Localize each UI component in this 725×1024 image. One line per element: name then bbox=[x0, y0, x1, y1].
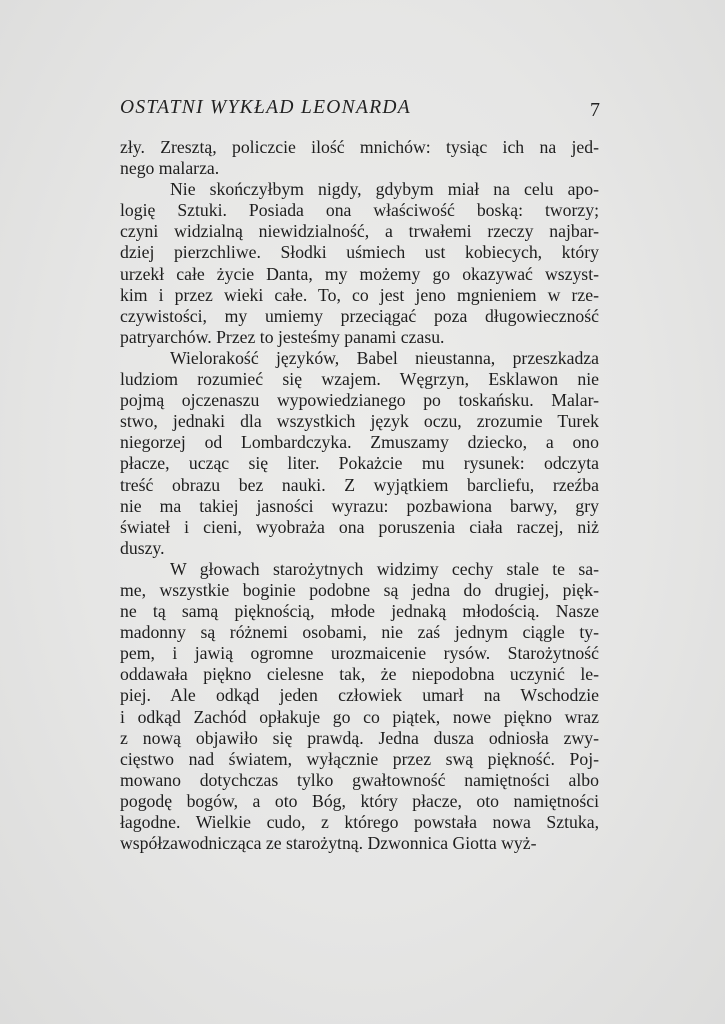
running-title: OSTATNI WYKŁAD LEONARDA bbox=[120, 97, 412, 118]
text-line: oddawała piękno cielesne tak, że niepodobna uczynić le- bbox=[120, 664, 599, 685]
paragraph bbox=[120, 137, 599, 179]
paragraph bbox=[120, 348, 599, 559]
text-line: patryarchów. Przez to jesteśmy panami czasu. bbox=[120, 326, 445, 347]
text-line: płacze, ucząc się liter. Pokażcie mu rysunek: odczyta bbox=[120, 453, 599, 474]
text-line: pojmą ojczenaszu wypowiedzianego po toskańsku. Malar- bbox=[120, 390, 599, 411]
text-line: piej. Ale odkąd jeden człowiek umarł na Wschodzie bbox=[120, 685, 599, 706]
text-line: stwo, jednaki dla wszystkich język oczu, zrozumie Turek bbox=[120, 411, 599, 432]
body-text bbox=[120, 137, 599, 854]
text-line: madonny są różnemi osobami, nie zaś jednym ciągle ty- bbox=[120, 622, 599, 643]
text-line: nego malarza. bbox=[120, 158, 220, 179]
text-line: łagodne. Wielkie cudo, z którego powstała nowa Sztuka, bbox=[120, 812, 599, 832]
running-head bbox=[120, 97, 598, 123]
text-line: logię Sztuki. Posiada ona właściwość boską: tworzy; bbox=[120, 200, 599, 221]
text-line: pogodę bogów, a oto Bóg, który płacze, oto namiętności bbox=[120, 790, 599, 811]
text-line: cięstwo nad światem, wyłącznie przez swą piękność. Poj- bbox=[120, 748, 599, 769]
text-line: ne tą samą pięknością, młode jednaką młodością. Nasze bbox=[120, 601, 599, 622]
paragraph bbox=[120, 559, 599, 854]
text-line: pem, i jawią ogromne urozmaicenie rysów. Starożytność bbox=[120, 643, 599, 664]
text-line: zły. Zresztą, policzcie ilość mnichów: tysiąc ich na jed- bbox=[120, 137, 599, 157]
text-line: Wielorakość języków, Babel nieustanna, przeszkadza bbox=[170, 347, 599, 368]
text-line: z nową objawiło się prawdą. Jedna dusza odniosła zwy- bbox=[120, 727, 599, 748]
text-line: i odkąd Zachód opłakuje go co piątek, nowe piękno wraz bbox=[120, 706, 599, 727]
text-line: współzawodnicząca ze starożytną. Dzwonnica Giotta wyż- bbox=[120, 833, 537, 854]
text-line: czywistości, my umiemy przeciągać poza długowieczność bbox=[120, 305, 599, 326]
text-line: mowano dotychczas tylko gwałtowność namiętności albo bbox=[120, 769, 599, 790]
text-line: niegorzej od Lombardczyka. Zmuszamy dziecko, a ono bbox=[120, 432, 599, 453]
text-line: kim i przez wieki całe. To, co jest jeno mgnieniem w rze- bbox=[120, 284, 599, 305]
page-number: 7 bbox=[590, 99, 600, 121]
text-line: ludziom rozumieć się wzajem. Węgrzyn, Esklawon nie bbox=[120, 369, 599, 390]
paragraph bbox=[120, 179, 599, 348]
text-line: świateł i cieni, wyobraża ona poruszenia ciała raczej, niż bbox=[120, 516, 599, 537]
text-line: W głowach starożytnych widzimy cechy stale te sa- bbox=[170, 558, 599, 579]
text-line: urzekł całe życie Danta, my możemy go okazywać wszyst- bbox=[120, 263, 599, 284]
text-line: dziej pierzchliwe. Słodki uśmiech ust kobiecych, który bbox=[120, 242, 599, 263]
text-line: Nie skończyłbym nigdy, gdybym miał na celu apo- bbox=[170, 179, 599, 200]
text-line: duszy. bbox=[120, 537, 165, 558]
text-line: me, wszystkie boginie podobne są jedna do drugiej, pięk- bbox=[120, 579, 599, 600]
text-line: czyni widzialną niewidzialność, a trwałemi rzeczy najbar- bbox=[120, 221, 599, 242]
text-line: nie ma takiej jasności wyrazu: pozbawiona barwy, gry bbox=[120, 495, 599, 516]
text-line: treść obrazu bez nauki. Z wyjątkiem barcliefu, rzeźba bbox=[120, 474, 599, 495]
